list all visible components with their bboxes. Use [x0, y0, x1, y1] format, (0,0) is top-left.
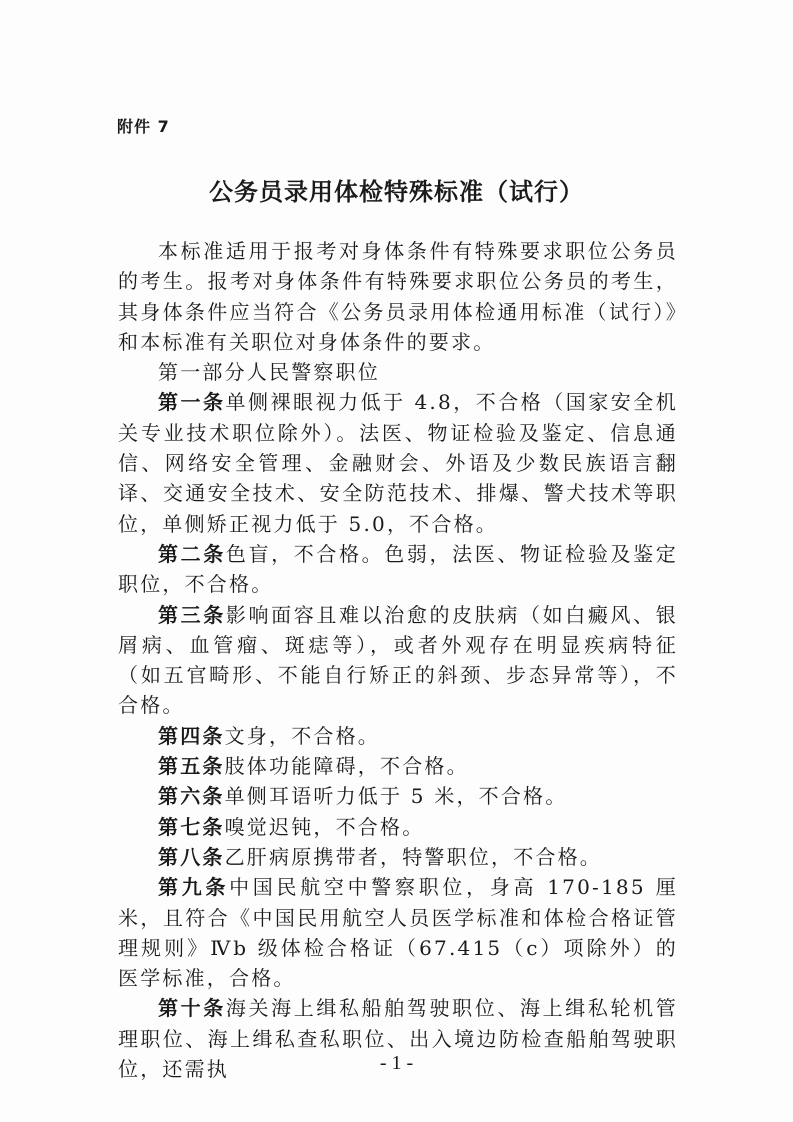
article-label: 第一条	[158, 390, 226, 415]
article-paragraph	[118, 600, 678, 721]
intro-paragraph: 本标准适用于报考对身体条件有特殊要求职位公务员的考生。报考对身体条件有特殊要求职位公务员的考生，其身体条件应当符合《公务员录用体检通用标准（试行）》和本标准有关职位对身体条件的要求。	[118, 239, 678, 354]
article-paragraph	[118, 842, 678, 872]
article-text: 单侧裸眼视力低于 4.8，不合格（国家安全机关专业技术职位除外）。法医、物证检验及鉴定、信息通信、网络安全管理、金融财会、外语及少数民族语言翻译、交通安全技术、安全防范技术、排爆、警犬技术等职位，单侧矫正视力低于 5.0，不合格。	[118, 390, 678, 536]
article-paragraph	[118, 872, 678, 993]
article-label: 第六条	[158, 784, 225, 809]
article-text: 色盲，不合格。色弱，法医、物证检验及鉴定职位，不合格。	[118, 541, 679, 597]
article-label: 第三条	[158, 602, 226, 627]
article-paragraph	[118, 721, 678, 751]
document-title: 公务员录用体检特殊标准（试行）	[209, 178, 584, 206]
page-number: - 1 -	[379, 1052, 414, 1074]
article-text: 影响面容且难以治愈的皮肤病（如白癜风、银屑病、血管瘤、斑痣等），或者外观存在明显疾病特征（如五官畸形、不能自行矫正的斜颈、步态异常等），不合格。	[118, 602, 679, 718]
article-label: 第五条	[158, 754, 225, 779]
article-label: 第十条	[158, 996, 226, 1021]
article-text: 中国民航空中警察职位，身高 170-185 厘米，且符合《中国民用航空人员医学标准和体检合格证管理规则》Ⅳb 级体检合格证（67.415（c）项除外）的医学标准，合格。	[118, 875, 679, 991]
article-label: 第四条	[158, 723, 225, 748]
article-text: 单侧耳语听力低于 5 米，不合格。	[224, 784, 568, 809]
article-paragraph	[118, 781, 678, 811]
article-paragraph	[118, 539, 678, 600]
article-label: 第九条	[158, 875, 230, 900]
article-label: 第二条	[158, 541, 226, 566]
section-heading: 第一部分人民警察职位	[158, 360, 380, 385]
article-text: 乙肝病原携带者，特警职位，不合格。	[224, 844, 603, 869]
attachment-label: 附件 7	[117, 117, 170, 136]
article-label: 第七条	[158, 814, 225, 839]
article-text: 文身，不合格。	[224, 723, 381, 748]
article-paragraph	[118, 751, 678, 781]
article-text: 海关海上缉私船舶驾驶职位、海上缉私轮机管理职位、海上缉私查私职位、出入境边防检查船舶驾驶职位，还需执	[118, 996, 679, 1082]
article-paragraph	[118, 387, 678, 538]
document-body	[118, 236, 678, 1084]
article-text: 嗅觉迟钝，不合格。	[224, 814, 425, 839]
article-label: 第八条	[158, 844, 225, 869]
article-paragraph	[118, 812, 678, 842]
article-text: 肢体功能障碍，不合格。	[224, 754, 469, 779]
